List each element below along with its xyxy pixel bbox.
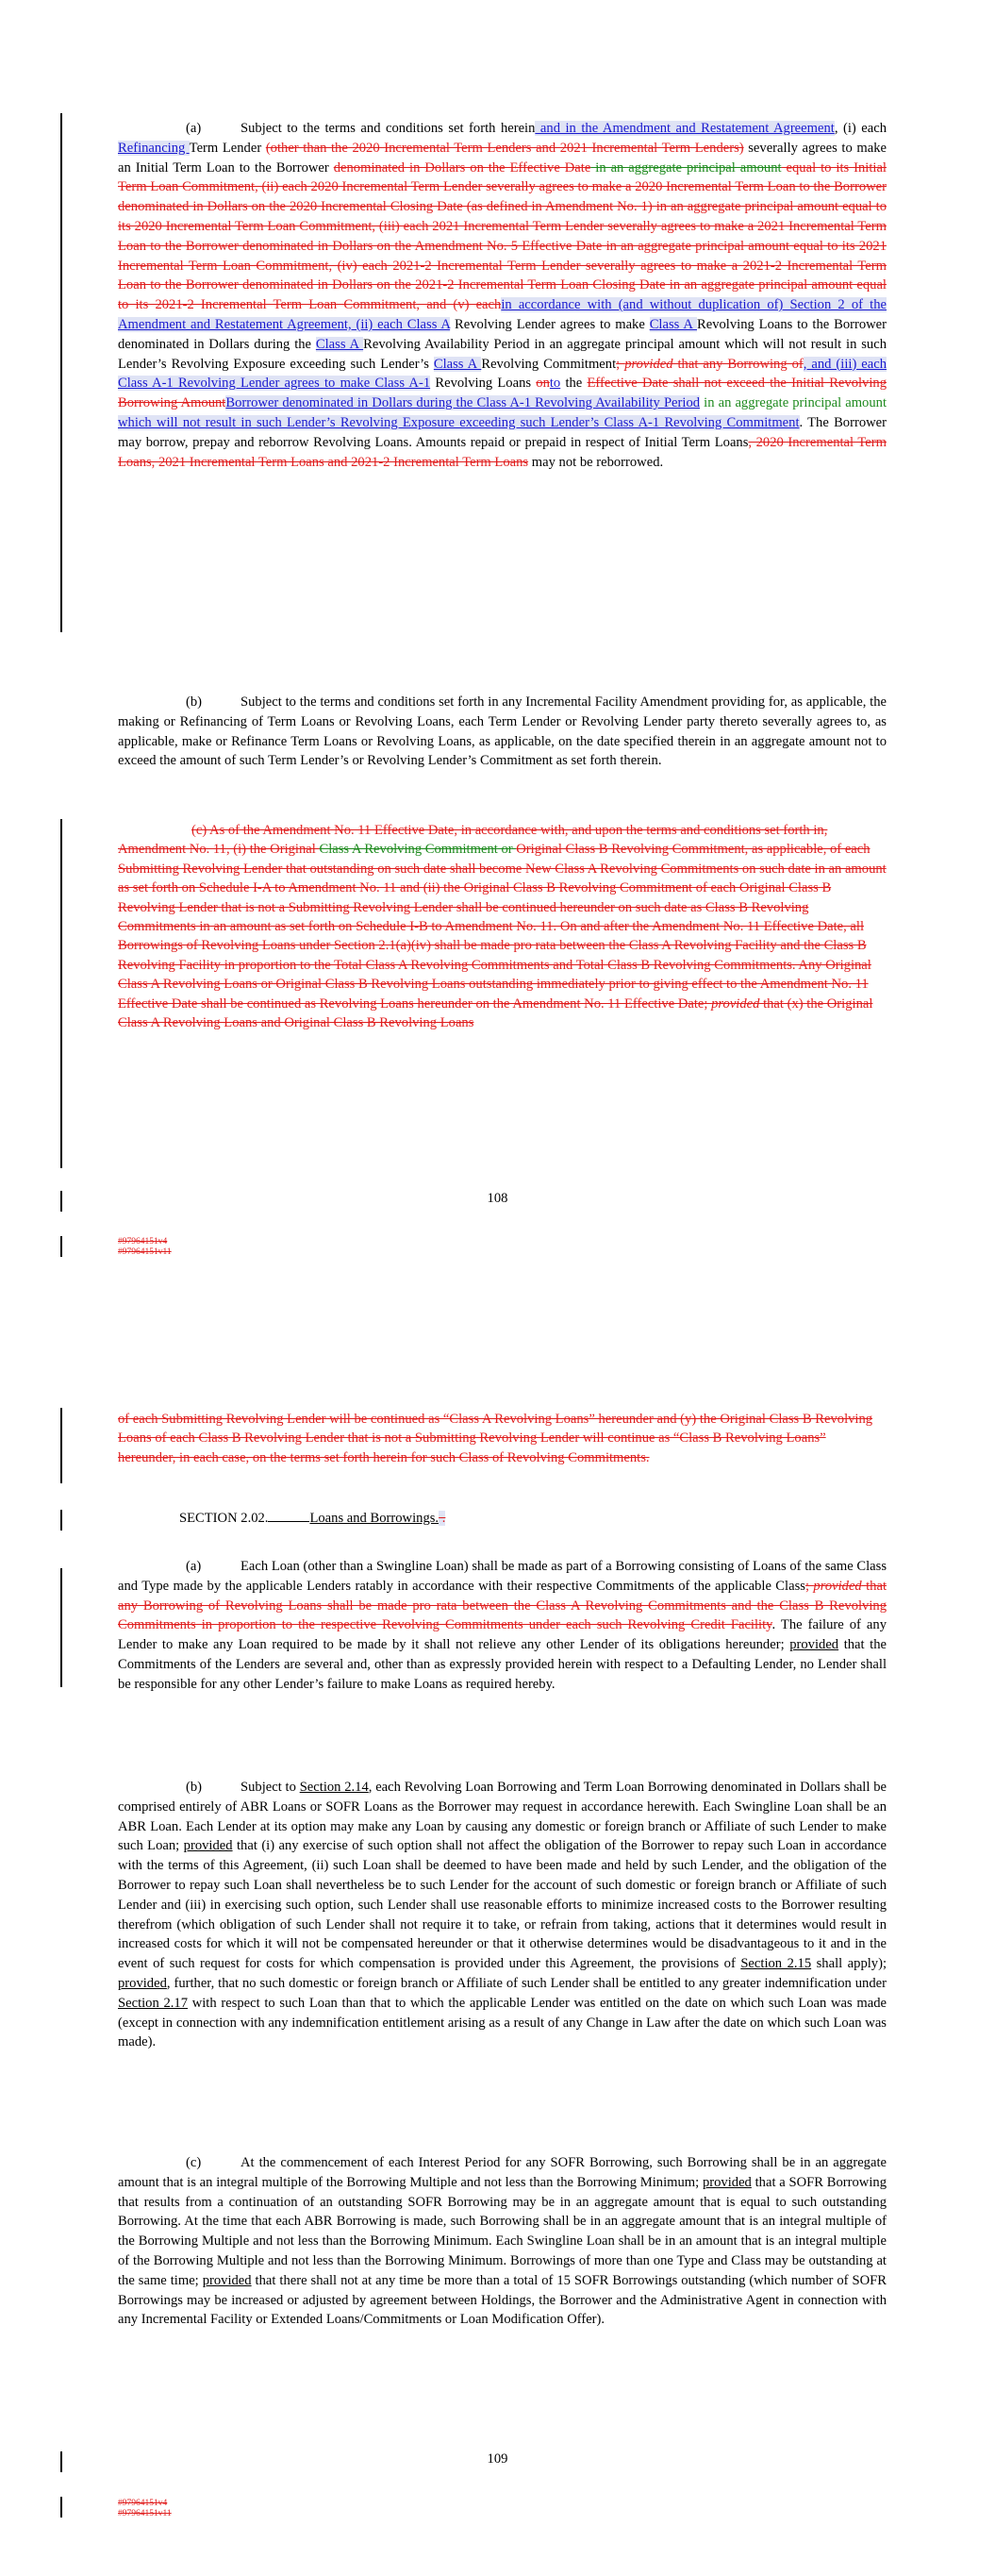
page-gap <box>0 1264 995 1321</box>
deletion: , 2020 Incremental Term Loans, 2021 Incremental Term Loans and 2021-2 Incremental Term Loans <box>118 434 887 470</box>
footer-doc-id: #97964151v4 <box>118 2499 168 2508</box>
change-bar <box>60 113 62 632</box>
paragraph-2-02-a: (a) Each Loan (other than a Swingline Loan) shall be made as part of a Borrowing consisting of Loans of the same Class and Type made by the applicable Lenders ratably in accordance with their respective Commitments of the applicable Class; provided that any Borrowing of Revolving Loans shall be made pro rata between the Class A Revolving Commitments and the Class B Revolving Commitments in proportion to the respective Revolving Commitments under each such Revolving Credit Facility. The failure of any Lender to make any Loan required to be made by it shall not relieve any other Lender of its obligations hereunder; provided that the Commitments of the Lenders are several and, other than as expressly provided herein with respect to a Defaulting Lender, no Lender shall be responsible for any other Lender’s failure to make Loans as required hereby. <box>118 1559 887 1692</box>
para-label: (c) <box>186 2155 202 2170</box>
insertion: , and (iii) each Class A-1 Revolving Lender agrees to make Class A-1 <box>118 356 887 392</box>
deletion: provided <box>711 995 760 1012</box>
insertion: Class A <box>649 316 697 332</box>
footer-doc-id: #97964151v11 <box>118 2509 172 2518</box>
cross-reference: Section 2.17 <box>118 1995 189 2011</box>
section-number: SECTION 2.02. <box>179 1511 269 1526</box>
paragraph-continuation-deleted <box>118 1410 887 1467</box>
insertion: to <box>549 376 561 392</box>
page-number: 108 <box>487 1191 508 1206</box>
page-108 <box>0 0 995 1264</box>
change-bar <box>60 819 62 1168</box>
deletion: that any Borrowing of Revolving Loans shall be made pro rata between the Class A Revolving Commitments and the Class B Revolving Commitments in proportion to the respective Revolving Commitments under each such Revolving Credit Facility <box>118 1578 887 1633</box>
page-number: 109 <box>487 2451 508 2467</box>
page-109 <box>0 1321 995 2576</box>
moved-deletion: Class A Revolving Commitment or <box>319 842 517 858</box>
deletion: of each Submitting Revolving Lender will be continued as “Class A Revolving Loans” hereunder and (y) the Original Class B Revolving Loans of each Class B Revolving Lender that is not a Submitting Revolving Lender will continue as “Class B Revolving Loans” hereunder, in each case, on the terms set forth herein for such Class of Revolving Commitments. <box>118 1412 873 1465</box>
deletion: denominated in Dollars on the Effective Date <box>333 159 591 176</box>
deletion: (c) As of the Amendment No. 11 Effective Date, in accordance with, and upon the terms and conditions set forth in, Amendment No. 11, (i) the Original <box>118 823 828 858</box>
deletion: equal to its Initial Term Loan Commitment, (ii) each 2020 Incremental Term Lender severally agrees to make a 2020 Incremental Term Loan to the Borrower denominated in Dollars on the 2020 Incremental Closing Date (as defined in Amendment No. 1) in an aggregate principal amount equal to its 2020 Incremental Term Loan Commitment, (iii) each 2021 Incremental Term Lender severally agrees to make a 2021 Incremental Term Loan to the Borrower denominated in Dollars on the Amendment No. 5 Effective Date in an aggregate principal amount equal to its 2021 Incremental Term Loan Commitment, (iv) each 2021-2 Incremental Term Lender severally agrees to make a 2021-2 Incremental Term Loan to the Borrower denominated in Dollars on the 2021-2 Incremental Term Loan Closing Date in an aggregate principal amount equal to its 2021-2 Incremental Term Loan Commitment, and (v) each <box>118 159 887 313</box>
change-bar <box>60 1510 62 1531</box>
deletion: on <box>536 376 550 392</box>
paragraph-2-01-a: (a) Subject to the terms and conditions set forth herein and in the Amendment and Restatement Agreement, (i) each Refinancing Term Lender (other than the 2020 Incremental Term Lenders and 2021 Incremental Term Lenders) severally agrees to make an Initial Term Loan to the Borrower denominated in Dollars on the Effective Date in an aggregate principal amount equal to its Initial Term Loan Commitment, (ii) each 2020 Incremental Term Lender severally agrees to make a 2020 Incremental Term Loan to the Borrower denominated in Dollars on the 2020 Incremental Closing Date (as defined in Amendment No. 1) in an aggregate principal amount equal to its 2020 Incremental Term Loan Commitment, (iii) each 2021 Incremental Term Lender severally agrees to make a 2021 Incremental Term Loan to the Borrower denominated in Dollars on the Amendment No. 5 Effective Date in an aggregate principal amount equal to its 2021 Incremental Term Loan Commitment, (iv) each 2021-2 Incremental Term Lender severally agrees to make a 2021-2 Incremental Term Loan to the Borrower denominated in Dollars on the 2021-2 Incremental Term Loan Closing Date in an aggregate principal amount equal to its 2021-2 Incremental Term Loan Commitment, and (v) eachin accordance with (and without duplication of) Section 2 of the Amendment and Restatement Agreement, (ii) each Class A Revolving Lender agrees to make Class A Revolving Loans to the Borrower denominated in Dollars during the Class A Revolving Availability Period in an aggregate principal amount which will not result in such Lender’s Revolving Exposure exceeding such Lender’s Class A Revolving Commitment; provided that any Borrowing of, and (iii) each Class A-1 Revolving Lender agrees to make Class A-1 Revolving Loans onto the Effective Date shall not exceed the Initial Revolving Borrowing AmountBorrower denominated in Dollars during the Class A-1 Revolving Availability Period in an aggregate principal amount which will not result in such Lender’s Revolving Exposure exceeding such Lender’s Class A-1 Revolving Commitment. The Borrower may borrow, prepay and reborrow Revolving Loans. Amounts repaid or prepaid in respect of Initial Term Loans, 2020 Incremental Term Loans, 2021 Incremental Term Loans and 2021-2 Incremental Term Loans may not be reborrowed. <box>118 121 887 470</box>
insertion: and in the Amendment and Restatement Agreement <box>535 121 835 136</box>
para-label: (a) <box>186 1559 202 1574</box>
deletion: (other than the 2020 Incremental Term Lenders and 2021 Incremental Term Lenders) <box>265 140 744 156</box>
deletion: ; <box>804 1578 814 1594</box>
tab-leader <box>268 1512 309 1522</box>
moved-insertion: in an aggregate principal amount <box>700 395 887 411</box>
paragraph-2-02-c: (c) At the commencement of each Interest Period for any SOFR Borrowing, such Borrowing shall be in an aggregate amount that is an integral multiple of the Borrowing Multiple and not less than the Borrowing Minimum; provided that a SOFR Borrowing that results from a continuation of an outstanding SOFR Borrowing may be in an aggregate amount that is equal to such outstanding Borrowing. At the time that each ABR Borrowing is made, such Borrowing shall be in an aggregate amount that is an integral multiple of the Borrowing Multiple and not less than the Borrowing Minimum. Each Swingline Loan shall be in an amount that is an integral multiple of the Borrowing Multiple and not less than the Borrowing Minimum. Borrowings of more than one Type and Class may be outstanding at the same time; provided that there shall not at any time be more than a total of 15 SOFR Borrowings outstanding (which number of SOFR Borrowings may be increased or adjusted by agreement between Holdings, the Borrower and the Administrative Agent in connection with any Incremental Facility or Extended Loans/Commitments or Loan Modification Offer). <box>118 2155 887 2328</box>
deletion: that (x) the Original Class A Revolving Loans and Original Class B Revolving Loans <box>118 995 873 1031</box>
para-label: (b) <box>186 694 203 710</box>
change-bar <box>60 1568 62 1687</box>
deletion: ; <box>616 356 625 372</box>
deletion: . <box>439 1511 446 1526</box>
deletion: Effective Date shall not exceed the Initial Revolving Borrowing Amount <box>118 376 887 411</box>
insertion: in accordance with (and without duplication of) Section 2 of the Amendment and Restatement Agreement, (ii) each Class A <box>118 297 887 332</box>
paragraph-2-01-b: (b) Subject to the terms and conditions set forth in any Incremental Facility Amendment providing for, as applicable, the making or Refinancing of Term Loans or Revolving Loans, each Term Lender or Revolving Lender party thereto severally agrees to, as applicable, make or Refinance Term Loans or Revolving Loans, as applicable, on the date specified therein in an aggregate amount not to exceed the amount of such Term Lender’s or Revolving Lender’s Commitment as set forth therein. <box>118 694 887 769</box>
deletion: provided <box>813 1578 862 1594</box>
section-title: Loans and Borrowings. <box>309 1511 439 1526</box>
change-bar <box>60 2497 62 2517</box>
footer-doc-id: #97964151v11 <box>118 1247 172 1257</box>
deletion: Original Class B Revolving Commitment, as applicable, of each Submitting Revolving Lender that outstanding on such date shall become New Class A Revolving Commitments on such date in an amount as set forth on Schedule I-A to Amendment No. 11 and (ii) the Original Class B Revolving Commitment of each Original Class B Revolving Lender that is not a Submitting Revolving Lender shall be continued hereunder on such date as Class B Revolving Commitments in an amount as set forth on Schedule I-B to Amendment No. 11. On and after the Amendment No. 11 Effective Date, all Borrowings of Revolving Loans under Section 2.1(a)(iv) shall be made pro rata between the Class A Revolving Facility and the Class B Revolving Facility in proportion to the Total Class A Revolving Commitments and Total Class B Revolving Commitments. Any Original Class A Revolving Loans or Original Class B Revolving Loans outstanding immediately prior to giving effect to the Amendment No. 11 Effective Date shall be continued as Revolving Loans hereunder on the Amendment No. 11 Effective Date; <box>118 842 887 1012</box>
insertion: Refinancing <box>118 140 190 156</box>
insertion: which will not result in such Lender’s Revolving Exposure exceeding such Lender’s Class A-1 Revolving Commitment <box>118 414 800 430</box>
footer-doc-id: #97964151v4 <box>118 1237 168 1246</box>
paragraph-2-02-b: (b) Subject to Section 2.14, each Revolving Loan Borrowing and Term Loan Borrowing denominated in Dollars shall be comprised entirely of ABR Loans or SOFR Loans as the Borrower may request in accordance herewith. Each Swingline Loan shall be an ABR Loan. Each Lender at its option may make any Loan by causing any domestic or foreign branch or Affiliate of such Lender to make such Loan; provided that (i) any exercise of such option shall not affect the obligation of the Borrower to repay such Loan in accordance with the terms of this Agreement, (ii) such Loan shall be deemed to have been made and held by such Lender, and the obligation of the Borrower to repay such Loan shall nevertheless be to such Lender for the account of such domestic or foreign branch or Affiliate of such Lender and (iii) in exercising such option, such Lender shall use reasonable efforts to minimize increased costs to the Borrower resulting therefrom (which obligation of such Lender shall not require it to take, or refrain from taking, actions that it determines would result in increased costs for which it will not be compensated hereunder or that it otherwise determines would be disadvantageous to it and in the event of such request for costs for which compensation is provided under this Agreement, the provisions of Section 2.15 shall apply); provided, further, that no such domestic or foreign branch or Affiliate of such Lender shall be entitled to any greater indemnification under Section 2.17 with respect to such Loan than that to which the applicable Lender was entitled on the date on which such Loan was made (except in connection with any indemnification entitlement arising as a result of any Change in Law after the date on which such Loan was made). <box>118 1780 887 2050</box>
deletion: that any Borrowing of <box>672 356 804 372</box>
section-heading <box>179 1511 445 1527</box>
insertion: Borrower denominated in Dollars during the Class A-1 Revolving Availability Period <box>225 395 701 411</box>
insertion: Class A <box>315 336 364 352</box>
para-label: (a) <box>186 121 202 136</box>
cross-reference: Section 2.15 <box>740 1956 812 1972</box>
para-label: (b) <box>186 1780 203 1795</box>
cross-reference: Section 2.14 <box>299 1780 369 1795</box>
deletion: provided <box>624 356 673 372</box>
moved-deletion: in an aggregate principal amount <box>590 159 782 176</box>
paragraph-2-01-c-deleted <box>118 821 887 1032</box>
insertion: Class A <box>433 356 482 372</box>
change-bar <box>60 1408 62 1483</box>
change-bar <box>60 1236 62 1257</box>
